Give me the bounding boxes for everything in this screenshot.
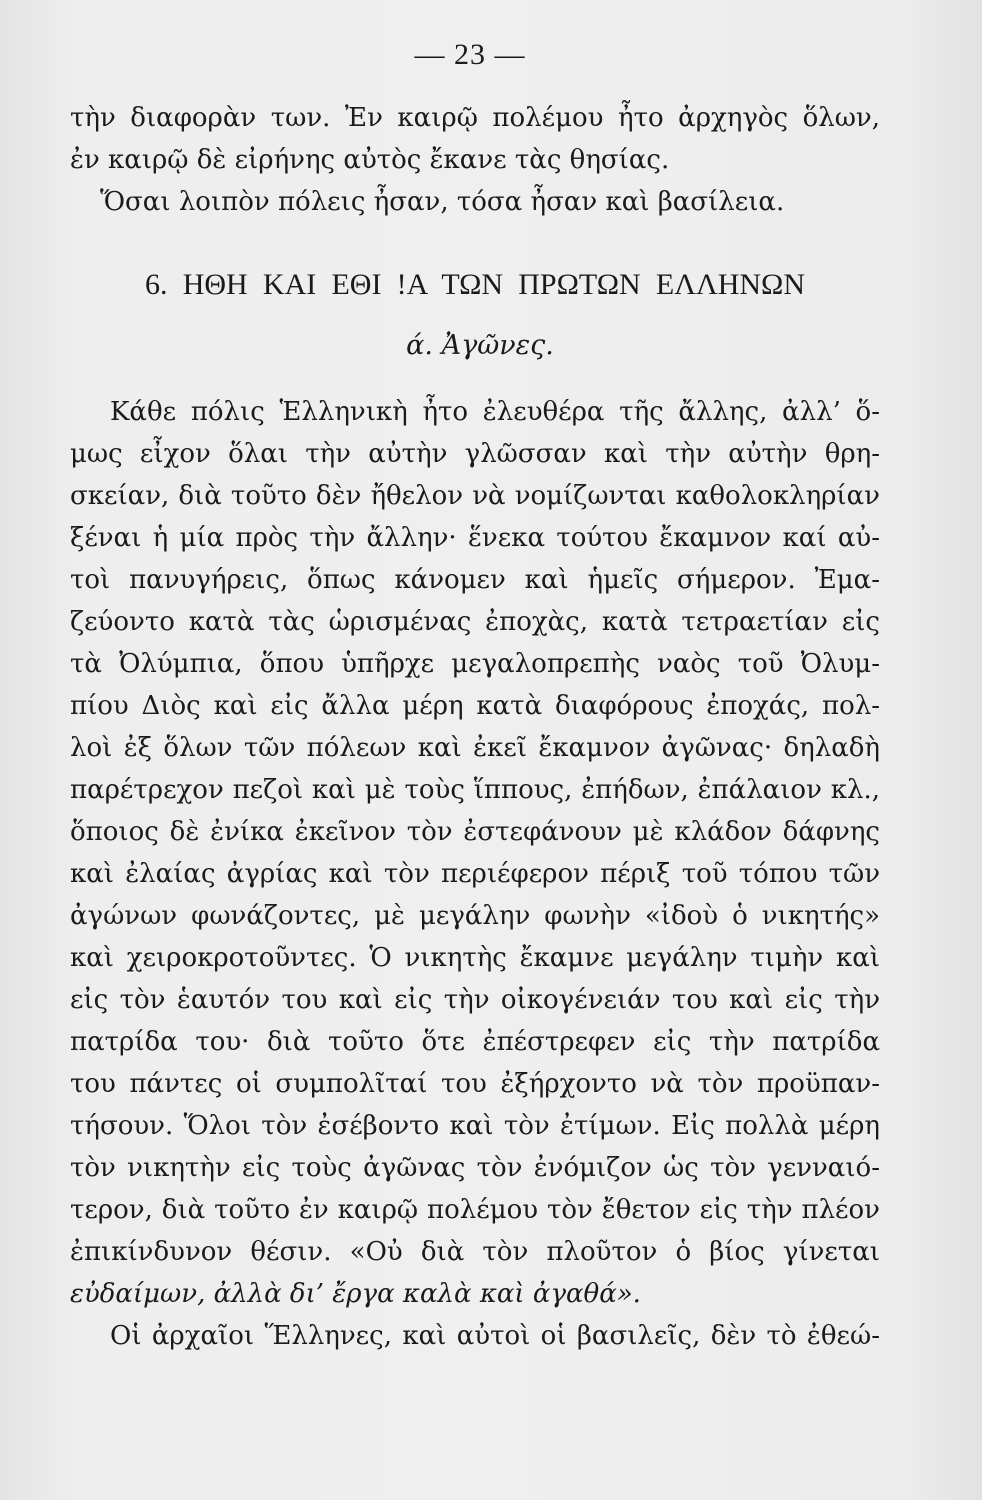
text-line: τήσουν. Ὅλοι τὸν ἐσέβοντο καὶ τὸν ἐτίμων. Εἰς πολλὰ μέρη — [70, 1111, 880, 1141]
text-line: τὸν νικητὴν εἰς τοὺς ἀγῶνας τὸν ἐνόμιζον ὡς τὸν γενναιό- — [70, 1153, 880, 1183]
text-line: πίου Διὸς καὶ εἰς ἄλλα μέρη κατὰ διαφόρους ἐποχάς, πολ- — [70, 691, 880, 721]
text-line: παρέτρεχον πεζοὶ καὶ μὲ τοὺς ἵππους, ἐπήδων, ἐπάλαιον κλ., — [70, 775, 880, 805]
text-line: τερον, διὰ τοῦτο ἐν καιρῷ πολέμου τὸν ἔθετον εἰς τὴν πλέον — [70, 1195, 880, 1225]
text-line: εἰς τὸν ἑαυτόν του καὶ εἰς τὴν οἰκογένειάν του καὶ εἰς τὴν — [70, 985, 880, 1015]
text-line: Κάθε πόλις Ἑλληνικὴ ἦτο ἐλευθέρα τῆς ἄλλης, ἀλλ’ ὅ- — [110, 397, 880, 427]
text-line: ζεύοντο κατὰ τὰς ὡρισμένας ἐποχὰς, κατὰ τετραετίαν εἰς — [70, 607, 880, 637]
text-line: Ὅσαι λοιπὸν πόλεις ἦσαν, τόσα ἦσαν καὶ βασίλεια. — [100, 187, 785, 217]
text-line: εὐδαίμων, ἀλλὰ δι’ ἔργα καλὰ καὶ ἀγαθά». — [70, 1279, 641, 1309]
text-line: τὰ Ὀλύμπια, ὅπου ὑπῆρχε μεγαλοπρεπὴς ναὸς τοῦ Ὀλυμ- — [70, 649, 880, 679]
text-line: τὴν διαφορὰν των. Ἐν καιρῷ πολέμου ἦτο ἀρχηγὸς ὅλων, — [70, 103, 880, 133]
text-line: σκείαν, διὰ τοῦτο δὲν ἤθελον νὰ νομίζωνται καθολοκληρίαν — [70, 481, 880, 511]
text-line: τοὶ πανυγήρεις, ὅπως κάνομεν καὶ ἡμεῖς σήμερον. Ἐμα- — [70, 565, 880, 595]
section-subheading: ά. Ἀγῶνες. — [406, 330, 554, 361]
text-line: Οἱ ἀρχαῖοι Ἕλληνες, καὶ αὐτοὶ οἱ βασιλεῖς, δὲν τὸ ἐθεώ- — [110, 1321, 880, 1351]
text-line: καὶ ἐλαίας ἀγρίας καὶ τὸν περιέφερον πέριξ τοῦ τόπου τῶν — [70, 859, 880, 889]
text-line: πατρίδα του· διὰ τοῦτο ὅτε ἐπέστρεφεν εἰς τὴν πατρίδα — [70, 1027, 880, 1057]
text-line: μως εἶχον ὅλαι τὴν αὐτὴν γλῶσσαν καὶ τὴν αὐτὴν θρη- — [70, 439, 880, 469]
text-line: ἀγώνων φωνάζοντες, μὲ μεγάλην φωνὴν «ἰδοὺ ὁ νικητής» — [70, 901, 880, 931]
text-line: του πάντες οἱ συμπολῖταί του ἐξήρχοντο νὰ τὸν προϋπαν- — [70, 1069, 880, 1099]
text-line: καὶ χειροκροτοῦντες. Ὁ νικητὴς ἔκαμνε μεγάλην τιμὴν καὶ — [70, 943, 880, 973]
text-line: ἐν καιρῷ δὲ εἰρήνης αὐτὸς ἔκανε τὰς θησίας. — [70, 145, 670, 175]
text-line: ξέναι ἡ μία πρὸς τὴν ἄλλην· ἕνεκα τούτου ἔκαμνον καί αὐ- — [70, 523, 880, 553]
text-line: ἐπικίνδυνον θέσιν. «Οὐ διὰ τὸν πλοῦτον ὁ βίος γίνεται — [70, 1237, 880, 1267]
text-line: ὅποιος δὲ ἐνίκα ἐκεῖνον τὸν ἐστεφάνουν μὲ κλάδον δάφνης — [70, 817, 880, 847]
section-heading: 6. ΗΘΗ ΚΑΙ ΕΘΙ !Α ΤΩΝ ΠΡΩΤΩΝ ΕΛΛΗΝΩΝ — [145, 268, 805, 301]
text-line: λοὶ ἐξ ὅλων τῶν πόλεων καὶ ἐκεῖ ἔκαμνον ἀγῶνας· δηλαδὴ — [70, 733, 880, 763]
page-number: — 23 — — [414, 38, 526, 71]
